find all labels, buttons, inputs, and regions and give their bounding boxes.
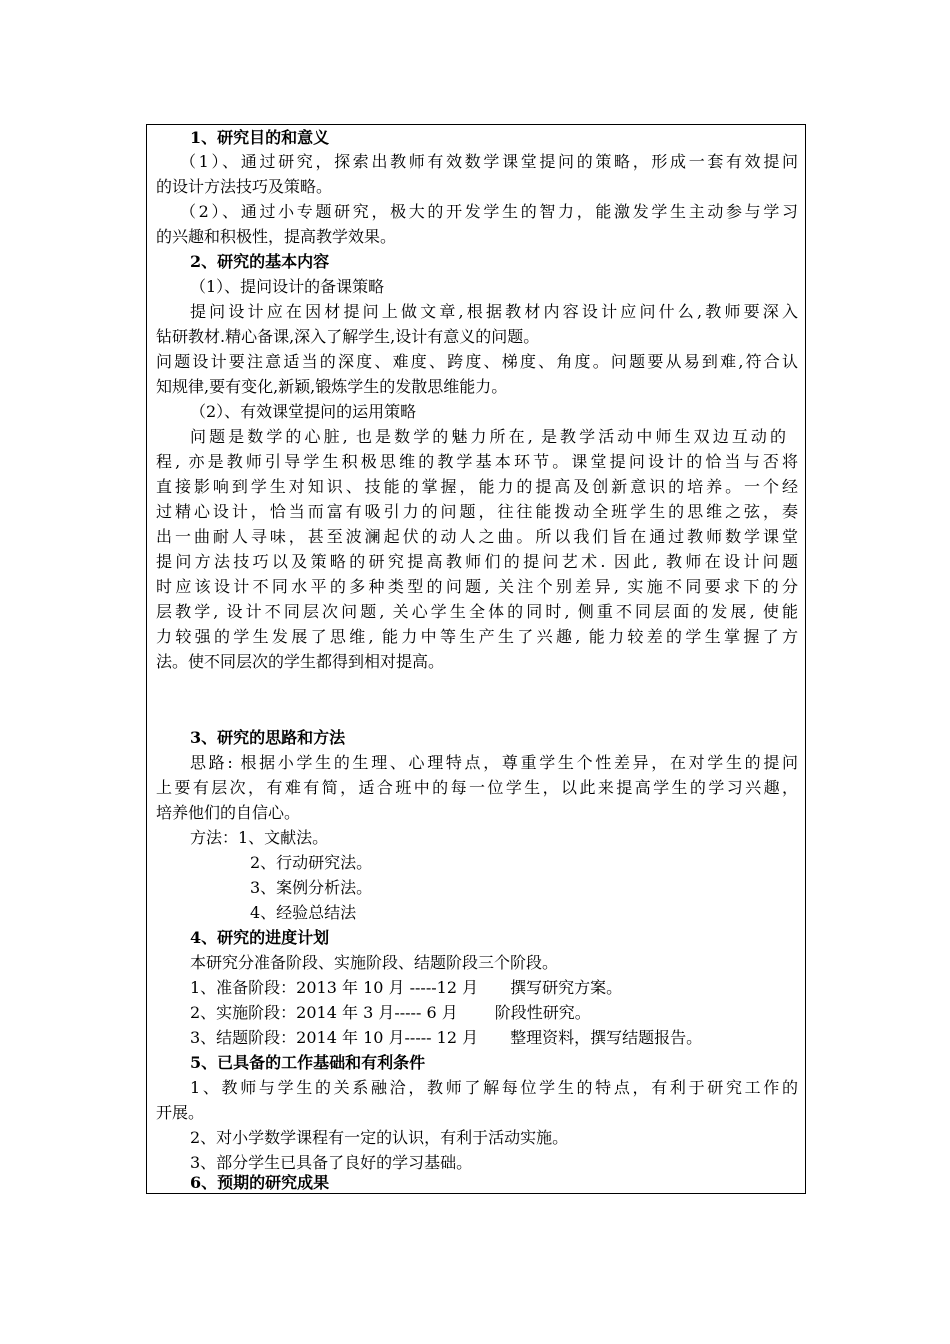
text-line: 开展。 bbox=[156, 1103, 205, 1122]
text-line: 钻研教材.精心备课,深入了解学生,设计有意义的问题。 bbox=[156, 327, 540, 346]
schedule-item: 1、准备阶段：2013 年 10 月 -----12 月 撰写研究方案。 bbox=[190, 978, 623, 997]
text-line: 本研究分准备阶段、实施阶段、结题阶段三个阶段。 bbox=[190, 953, 559, 972]
text-line: （2）、有效课堂提问的运用策略 bbox=[190, 402, 417, 421]
heading-approach: 3、研究的思路和方法 bbox=[190, 728, 346, 747]
text-line: 提问方法技巧以及策略的研究提高教师们的提问艺术. 因此, 教师在设计问题 bbox=[156, 552, 798, 571]
heading-foundation: 5、已具备的工作基础和有利条件 bbox=[190, 1053, 426, 1072]
heading-content: 2、研究的基本内容 bbox=[190, 252, 330, 271]
heading-outcomes: 6、预期的研究成果 bbox=[190, 1173, 330, 1192]
text-line: 3、部分学生已具备了良好的学习基础。 bbox=[190, 1153, 473, 1172]
text-line: 程, 亦是教师引导学生积极思维的教学基本环节。课堂提问设计的恰当与否将 bbox=[156, 452, 798, 471]
text-line: 培养他们的自信心。 bbox=[156, 803, 301, 822]
text-line: 出一曲耐人寻味，甚至波澜起伏的动人之曲。所以我们旨在通过教师数学课堂 bbox=[156, 527, 798, 546]
text-line: 问题设计要注意适当的深度、难度、跨度、梯度、角度。问题要从易到难,符合认 bbox=[156, 352, 798, 371]
text-line: 直接影响到学生对知识、技能的掌握，能力的提高及创新意识的培养。一个经 bbox=[156, 477, 798, 496]
text-line: （1）、提问设计的备课策略 bbox=[190, 277, 385, 296]
text-line: 的设计方法技巧及策略。 bbox=[156, 177, 333, 196]
text-line: 思路: 根据小学生的生理、心理特点，尊重学生个性差异，在对学生的提问 bbox=[190, 753, 798, 772]
method-item: 4、经验总结法 bbox=[250, 903, 357, 922]
text-line: （2）、通过小专题研究，极大的开发学生的智力，能激发学生主动参与学习 bbox=[180, 202, 798, 221]
schedule-item: 2、实施阶段：2014 年 3 月----- 6 月 阶段性研究。 bbox=[190, 1003, 591, 1022]
heading-purpose: 1、研究目的和意义 bbox=[190, 128, 330, 147]
heading-schedule: 4、研究的进度计划 bbox=[190, 928, 330, 947]
text-line: 知规律,要有变化,新颖,锻炼学生的发散思维能力。 bbox=[156, 377, 508, 396]
text-line: 的兴趣和积极性，提高教学效果。 bbox=[156, 227, 397, 246]
text-line: （1）、通过研究，探索出教师有效数学课堂提问的策略，形成一套有效提问 bbox=[180, 152, 798, 171]
text-line: 1、教师与学生的关系融洽，教师了解每位学生的特点，有利于研究工作的 bbox=[190, 1078, 798, 1097]
method-item: 3、案例分析法。 bbox=[250, 878, 373, 897]
text-line: 问题是数学的心脏, 也是数学的魅力所在, 是教学活动中师生双边互动的 bbox=[190, 427, 786, 446]
text-line: 上要有层次，有难有简，适合班中的每一位学生，以此来提高学生的学习兴趣， bbox=[156, 778, 798, 797]
text-line: 层教学, 设计不同层次问题, 关心学生全体的同时, 侧重不同层面的发展, 使能 bbox=[156, 602, 798, 621]
text-line: 2、对小学数学课程有一定的认识，有利于活动实施。 bbox=[190, 1128, 569, 1147]
text-line: 时应该设计不同水平的多种类型的问题, 关注个别差异, 实施不同要求下的分 bbox=[156, 577, 798, 596]
text-line: 力较强的学生发展了思维, 能力中等生产生了兴趣, 能力较差的学生掌握了方 bbox=[156, 627, 798, 646]
text-line: 法。使不同层次的学生都得到相对提高。 bbox=[156, 652, 445, 671]
method-item: 方法：1、文献法。 bbox=[190, 828, 329, 847]
text-line: 提问设计应在因材提问上做文章,根据教材内容设计应问什么,教师要深入 bbox=[190, 302, 798, 321]
schedule-item: 3、结题阶段：2014 年 10 月----- 12 月 整理资料，撰写结题报告。 bbox=[190, 1028, 703, 1047]
text-line: 过精心设计，恰当而富有吸引力的问题，往往能拨动全班学生的思维之弦，奏 bbox=[156, 502, 798, 521]
method-item: 2、行动研究法。 bbox=[250, 853, 373, 872]
